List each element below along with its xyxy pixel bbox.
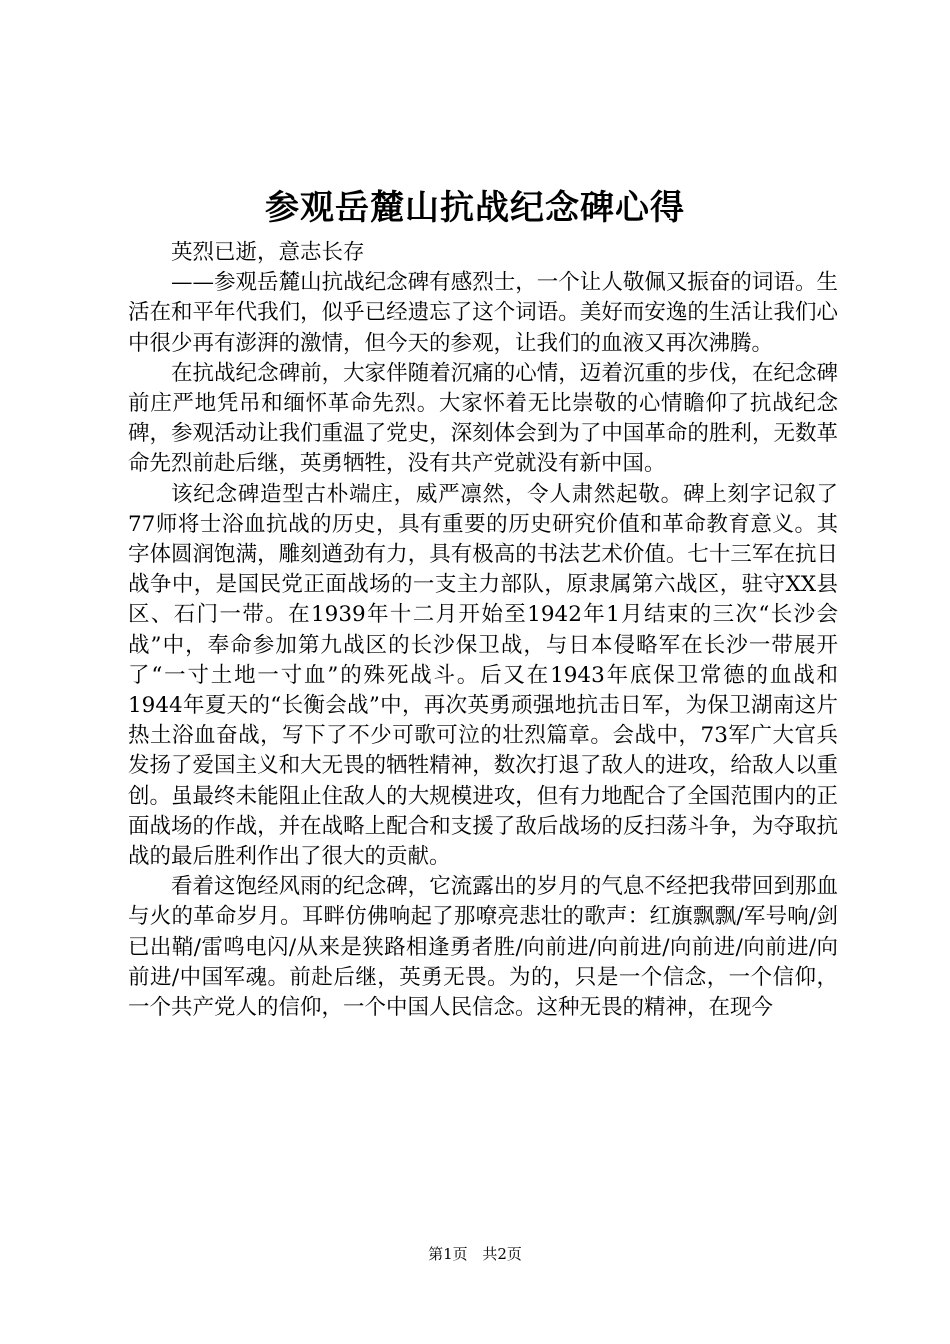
paragraph-memorial-visit: 在抗战纪念碑前，大家伴随着沉痛的心情，迈着沉重的步伐，在纪念碑前庄严地凭吊和缅怀革命先烈。大家怀着无比崇敬的心情瞻仰了抗战纪念碑，参观活动让我们重温了党史，深刻体会到为了中国革命的胜利，无数革命先烈前赴后继，英勇牺牲，没有共产党就没有新中国。	[128, 360, 838, 477]
page-footer	[0, 1244, 950, 1264]
page-number-total: 共2页	[482, 1245, 522, 1263]
paragraph-intro: ——参观岳麓山抗战纪念碑有感烈士，一个让人敬佩又振奋的词语。生活在和平年代我们，似乎已经遗忘了这个词语。美好而安逸的生活让我们心中很少再有澎湃的激情，但今天的参观，让我们的血液又再次沸腾。	[128, 270, 838, 356]
paragraph-reflection: 看着这饱经风雨的纪念碑，它流露出的岁月的气息不经把我带回到那血与火的革命岁月。耳畔仿佛响起了那嘹亮悲壮的歌声：红旗飘飘/军号响/剑已出鞘/雷鸣电闪/从来是狭路相逢勇者胜/向前进/向前进/向前进/向前进/向前进/中国军魂。前赴后继，英勇无畏。为的，只是一个信念，一个信仰，一个共产党人的信仰，一个中国人民信念。这种无畏的精神，在现今	[128, 874, 838, 1021]
paragraph-subtitle: 英烈已逝，意志长存	[171, 240, 365, 265]
document-body	[128, 238, 838, 1023]
paragraph-history: 该纪念碑造型古朴端庄，威严凛然，令人肃然起敬。碑上刻字记叙了77师将士浴血抗战的历史，具有重要的历史研究价值和革命教育意义。其字体圆润饱满，雕刻遒劲有力，具有极高的书法艺术价值。七十三军在抗日战争中，是国民党正面战场的一支主力部队，原隶属第六战区，驻守XX县区、石门一带。在1939年十二月开始至1942年1月结束的三次“长沙会战”中，奉命参加第九战区的长沙保卫战，与日本侵略军在长沙一带展开了“一寸土地一寸血”的殊死战斗。后又在1943年底保卫常德的血战和1944年夏天的“长衡会战”中，再次英勇顽强地抗击日军，为保卫湖南这片热土浴血奋战，写下了不少可歌可泣的壮烈篇章。会战中，73军广大官兵发扬了爱国主义和大无畏的牺牲精神，数次打退了敌人的进攻，给敌人以重创。虽最终未能阻止住敌人的大规模进攻，但有力地配合了全国范围内的正面战场的作战，并在战略上配合和支援了敌后战场的反扫荡斗争，为夺取抗战的最后胜利作出了很大的贡献。	[128, 481, 838, 870]
page-title: 参观岳麓山抗战纪念碑心得	[265, 188, 685, 228]
page-number-current: 第1页	[428, 1245, 468, 1263]
